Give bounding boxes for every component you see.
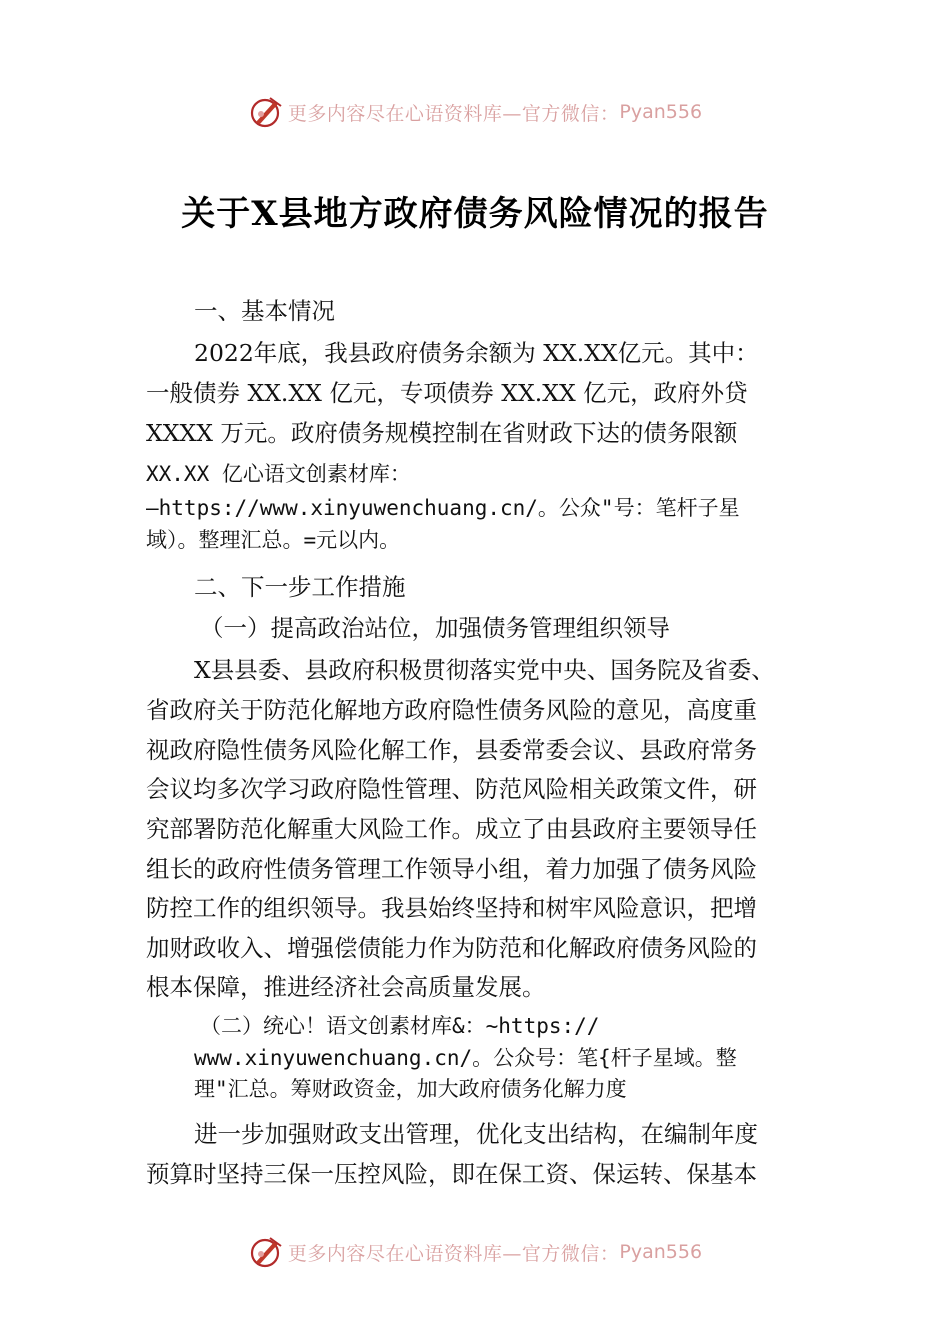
- watermark-line: www.xinyuwenchuang.cn/。公众号：笔{杆子星域。整: [194, 1046, 737, 1070]
- footer-banner: [0, 1232, 950, 1272]
- paragraph-line: 视政府隐性债务风险化解工作，县委常委会议、县政府常务: [146, 736, 757, 764]
- document-title: 关于X县地方政府债务风险情况的报告: [181, 194, 769, 234]
- paragraph-line: 会议均多次学习政府隐性管理、防范风险相关政策文件，研: [146, 775, 757, 803]
- paragraph-line: 预算时坚持三保一压控风险，即在保工资、保运转、保基本: [146, 1160, 757, 1188]
- subsection-heading: 理"汇总。筹财政资金，加大政府债务化解力度: [194, 1077, 627, 1101]
- paragraph-line: 加财政收入、增强偿债能力作为防范和化解政府债务风险的: [146, 934, 757, 962]
- banner-text: 更多内容尽在心语资料库—官方微信：: [287, 102, 620, 125]
- watermark-line: —https://www.xinyuwenchuang.cn/。公众"号：笔杆子星: [146, 496, 740, 520]
- paragraph-line: 2022年底，我县政府债务余额为 XX.XX亿元。其中：: [194, 339, 759, 367]
- watermark-line: XX.XX 亿心语文创素材库：: [146, 462, 411, 486]
- paragraph-line: 究部署防范化解重大风险工作。成立了由县政府主要领导任: [146, 815, 757, 843]
- quill-logo-icon: [248, 1234, 284, 1270]
- paragraph-line: XXXX 万元。政府债务规模控制在省财政下达的债务限额: [146, 419, 738, 447]
- watermark-line: （二）统心！语文创素材库&：~https://: [200, 1014, 600, 1038]
- quill-logo-icon: [248, 94, 284, 130]
- paragraph-line: 一般债券 XX.XX 亿元，专项债券 XX.XX 亿元，政府外贷: [146, 379, 748, 407]
- section-heading: 二、下一步工作措施: [194, 573, 406, 601]
- watermark-line: 域）。整理汇总。=元以内。: [146, 528, 401, 552]
- wechat-id: Pyan556: [619, 1241, 703, 1263]
- subsection-heading: （一）提高政治站位，加强债务管理组织领导: [200, 614, 670, 642]
- header-banner: [0, 92, 950, 132]
- paragraph-line: 防控工作的组织领导。我县始终坚持和树牢风险意识，把增: [146, 894, 757, 922]
- paragraph-line: 进一步加强财政支出管理，优化支出结构，在编制年度: [194, 1120, 758, 1148]
- banner-text: 更多内容尽在心语资料库—官方微信：: [287, 1242, 620, 1265]
- paragraph-line: 组长的政府性债务管理工作领导小组，着力加强了债务风险: [146, 855, 757, 883]
- section-heading: 一、基本情况: [194, 297, 335, 325]
- paragraph-line: 根本保障，推进经济社会高质量发展。: [146, 973, 546, 1001]
- wechat-id: Pyan556: [619, 101, 703, 123]
- paragraph-line: 省政府关于防范化解地方政府隐性债务风险的意见，高度重: [146, 696, 757, 724]
- paragraph-line: X县县委、县政府积极贯彻落实党中央、国务院及省委、: [194, 656, 775, 684]
